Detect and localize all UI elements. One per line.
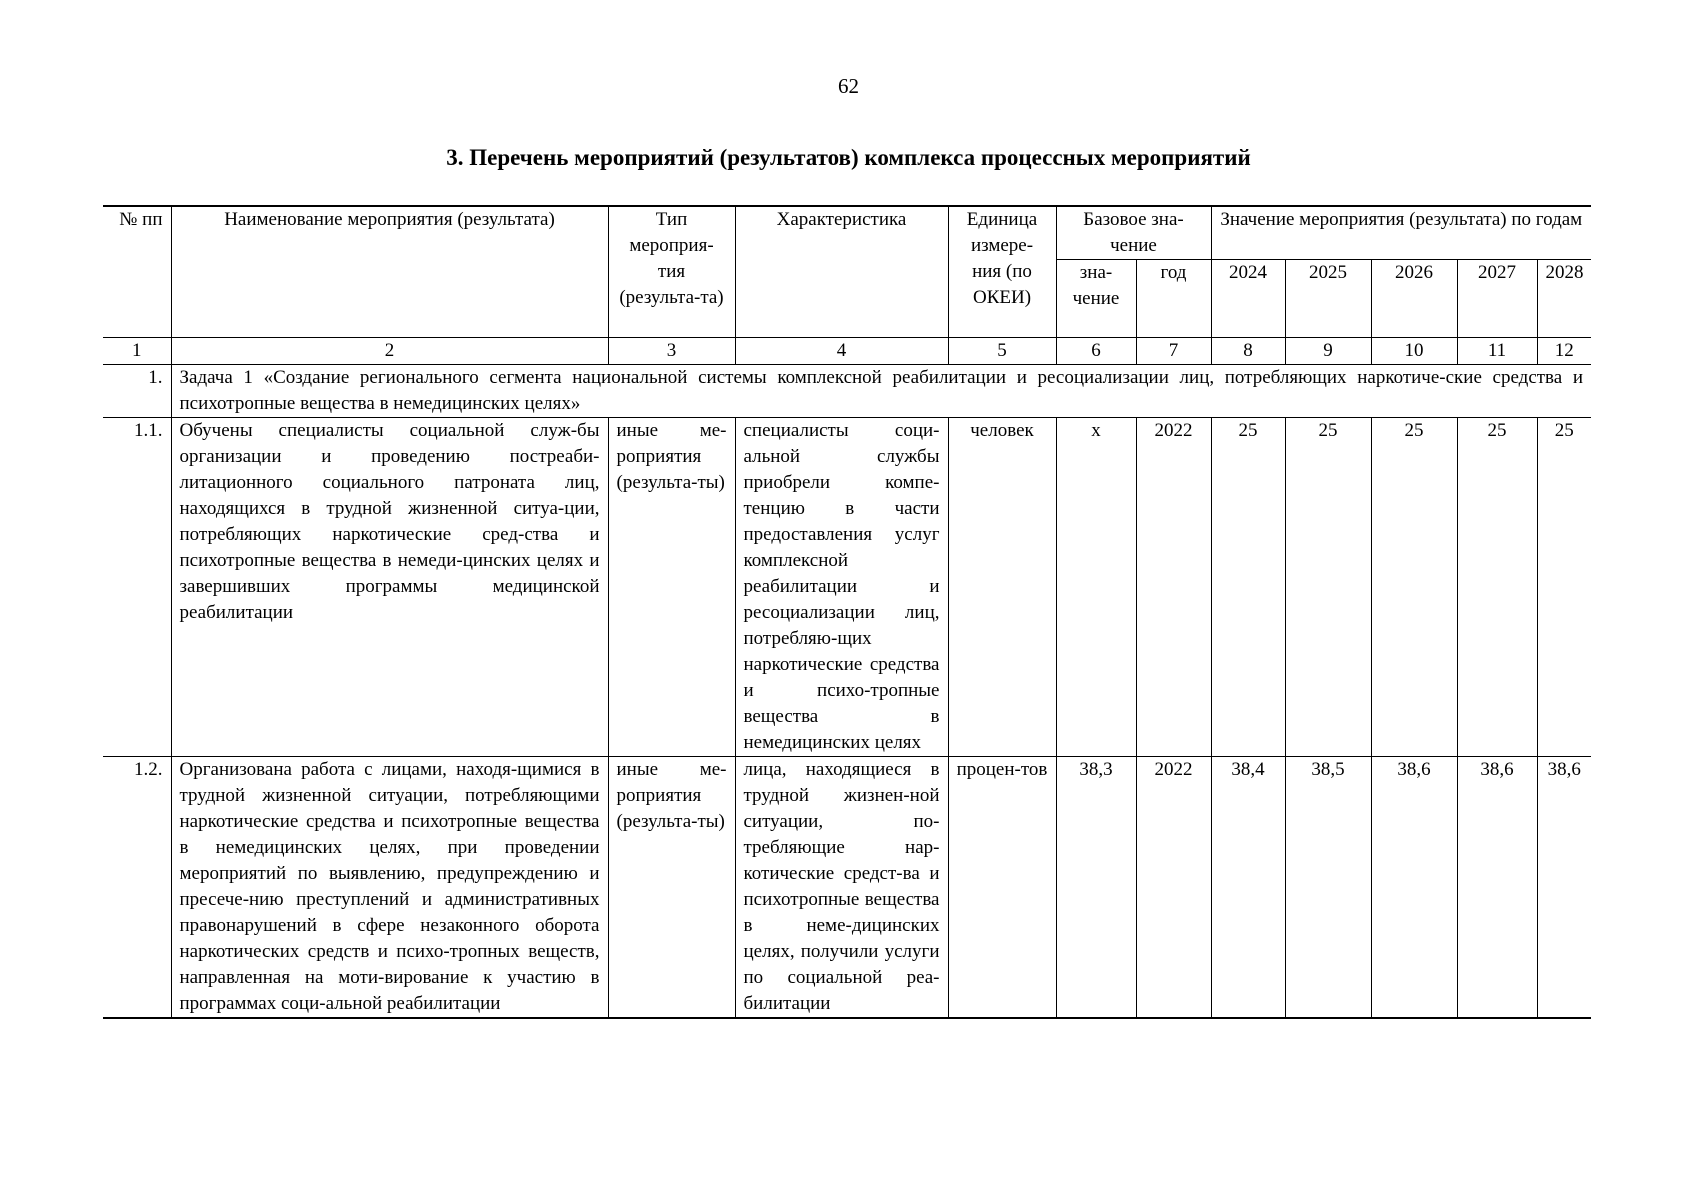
row-num: 1.1. <box>103 418 171 757</box>
row-num: 1.2. <box>103 757 171 1019</box>
header-type: Тип мероприя-тия (результа-та) <box>608 206 735 338</box>
header-year-2025: 2025 <box>1285 260 1371 338</box>
column-number: 12 <box>1537 338 1591 365</box>
header-year-2028: 2028 <box>1537 260 1591 338</box>
column-number: 10 <box>1371 338 1457 365</box>
column-number: 9 <box>1285 338 1371 365</box>
row-base-value: 38,3 <box>1056 757 1136 1019</box>
column-number: 5 <box>948 338 1056 365</box>
row-value-2027: 25 <box>1457 418 1537 757</box>
header-name: Наименование мероприятия (результата) <box>171 206 608 338</box>
column-number: 8 <box>1211 338 1285 365</box>
column-number: 1 <box>103 338 171 365</box>
page-title: 3. Перечень мероприятий (результатов) комплекса процессных мероприятий <box>446 145 1251 170</box>
header-row <box>103 206 1591 260</box>
header-base-value: зна-чение <box>1056 260 1136 338</box>
row-value-2024: 25 <box>1211 418 1285 757</box>
table-row <box>103 418 1591 757</box>
row-type: иные ме-роприятия (результа-ты) <box>608 418 735 757</box>
header-num: № пп <box>103 206 171 338</box>
column-number-row <box>103 338 1591 365</box>
header-year-2026: 2026 <box>1371 260 1457 338</box>
header-characteristic: Характеристика <box>735 206 948 338</box>
task-row <box>103 365 1591 418</box>
header-years-label: Значение мероприятия (результата) по годам <box>1211 206 1591 260</box>
header-base-year: год <box>1136 260 1211 338</box>
row-characteristic: специалисты соци-альной службы приобрели компе-тенцию в части предоставления услуг комплексной реабилитации и ресоциализации лиц, потребляю-щих наркотические средства и психо-тропные вещества в немедицинских целях <box>735 418 948 757</box>
row-unit: процен-тов <box>948 757 1056 1019</box>
column-number: 4 <box>735 338 948 365</box>
row-base-year: 2022 <box>1136 418 1211 757</box>
row-base-value: х <box>1056 418 1136 757</box>
header-year-2027: 2027 <box>1457 260 1537 338</box>
page-number: 62 <box>838 74 859 98</box>
column-number: 7 <box>1136 338 1211 365</box>
row-name: Организована работа с лицами, находя-щимися в трудной жизненной ситуации, потребляющими наркотические средства и психотропные вещества в немедицинских целях, при проведении мероприятий по выявлению, предупреждению и пресече-нию преступлений и административных правонарушений в сфере незаконного оборота наркотических средств и психо-тропных веществ, направленная на моти-вирование к участию в программах соци-альной реабилитации <box>171 757 608 1019</box>
column-number: 11 <box>1457 338 1537 365</box>
column-number: 6 <box>1056 338 1136 365</box>
table-row <box>103 757 1591 1019</box>
row-value-2026: 38,6 <box>1371 757 1457 1019</box>
row-unit: человек <box>948 418 1056 757</box>
column-number: 2 <box>171 338 608 365</box>
task-num: 1. <box>103 365 171 418</box>
measures-table <box>103 205 1591 1019</box>
header-base: Базовое зна-чение <box>1056 206 1211 260</box>
row-value-2025: 38,5 <box>1285 757 1371 1019</box>
row-name: Обучены специалисты социальной служ-бы организации и проведению постреаби-литационного социального патроната лиц, находящихся в трудной жизненной ситуа-ции, потребляющих наркотические сред-ства и психотропные вещества в немеди-цинских целях и завершивших программы медицинской реабилитации <box>171 418 608 757</box>
row-type: иные ме-роприятия (результа-ты) <box>608 757 735 1019</box>
row-value-2028: 25 <box>1537 418 1591 757</box>
task-text: Задача 1 «Создание регионального сегмента национальной системы комплексной реабилитации и ресоциализации лиц, потребляющих наркотиче-ские средства и психотропные вещества в немедицинских целях» <box>171 365 1591 418</box>
row-value-2025: 25 <box>1285 418 1371 757</box>
header-unit: Единица измере-ния (по ОКЕИ) <box>948 206 1056 338</box>
row-value-2026: 25 <box>1371 418 1457 757</box>
row-value-2028: 38,6 <box>1537 757 1591 1019</box>
header-year-2024: 2024 <box>1211 260 1285 338</box>
column-number: 3 <box>608 338 735 365</box>
row-value-2024: 38,4 <box>1211 757 1285 1019</box>
row-base-year: 2022 <box>1136 757 1211 1019</box>
row-characteristic: лица, находящиеся в трудной жизнен-ной ситуации, по-требляющие нар-котические средст-ва и психотропные вещества в неме-дицинских целях, получили услуги по социальной реа-билитации <box>735 757 948 1019</box>
row-value-2027: 38,6 <box>1457 757 1537 1019</box>
